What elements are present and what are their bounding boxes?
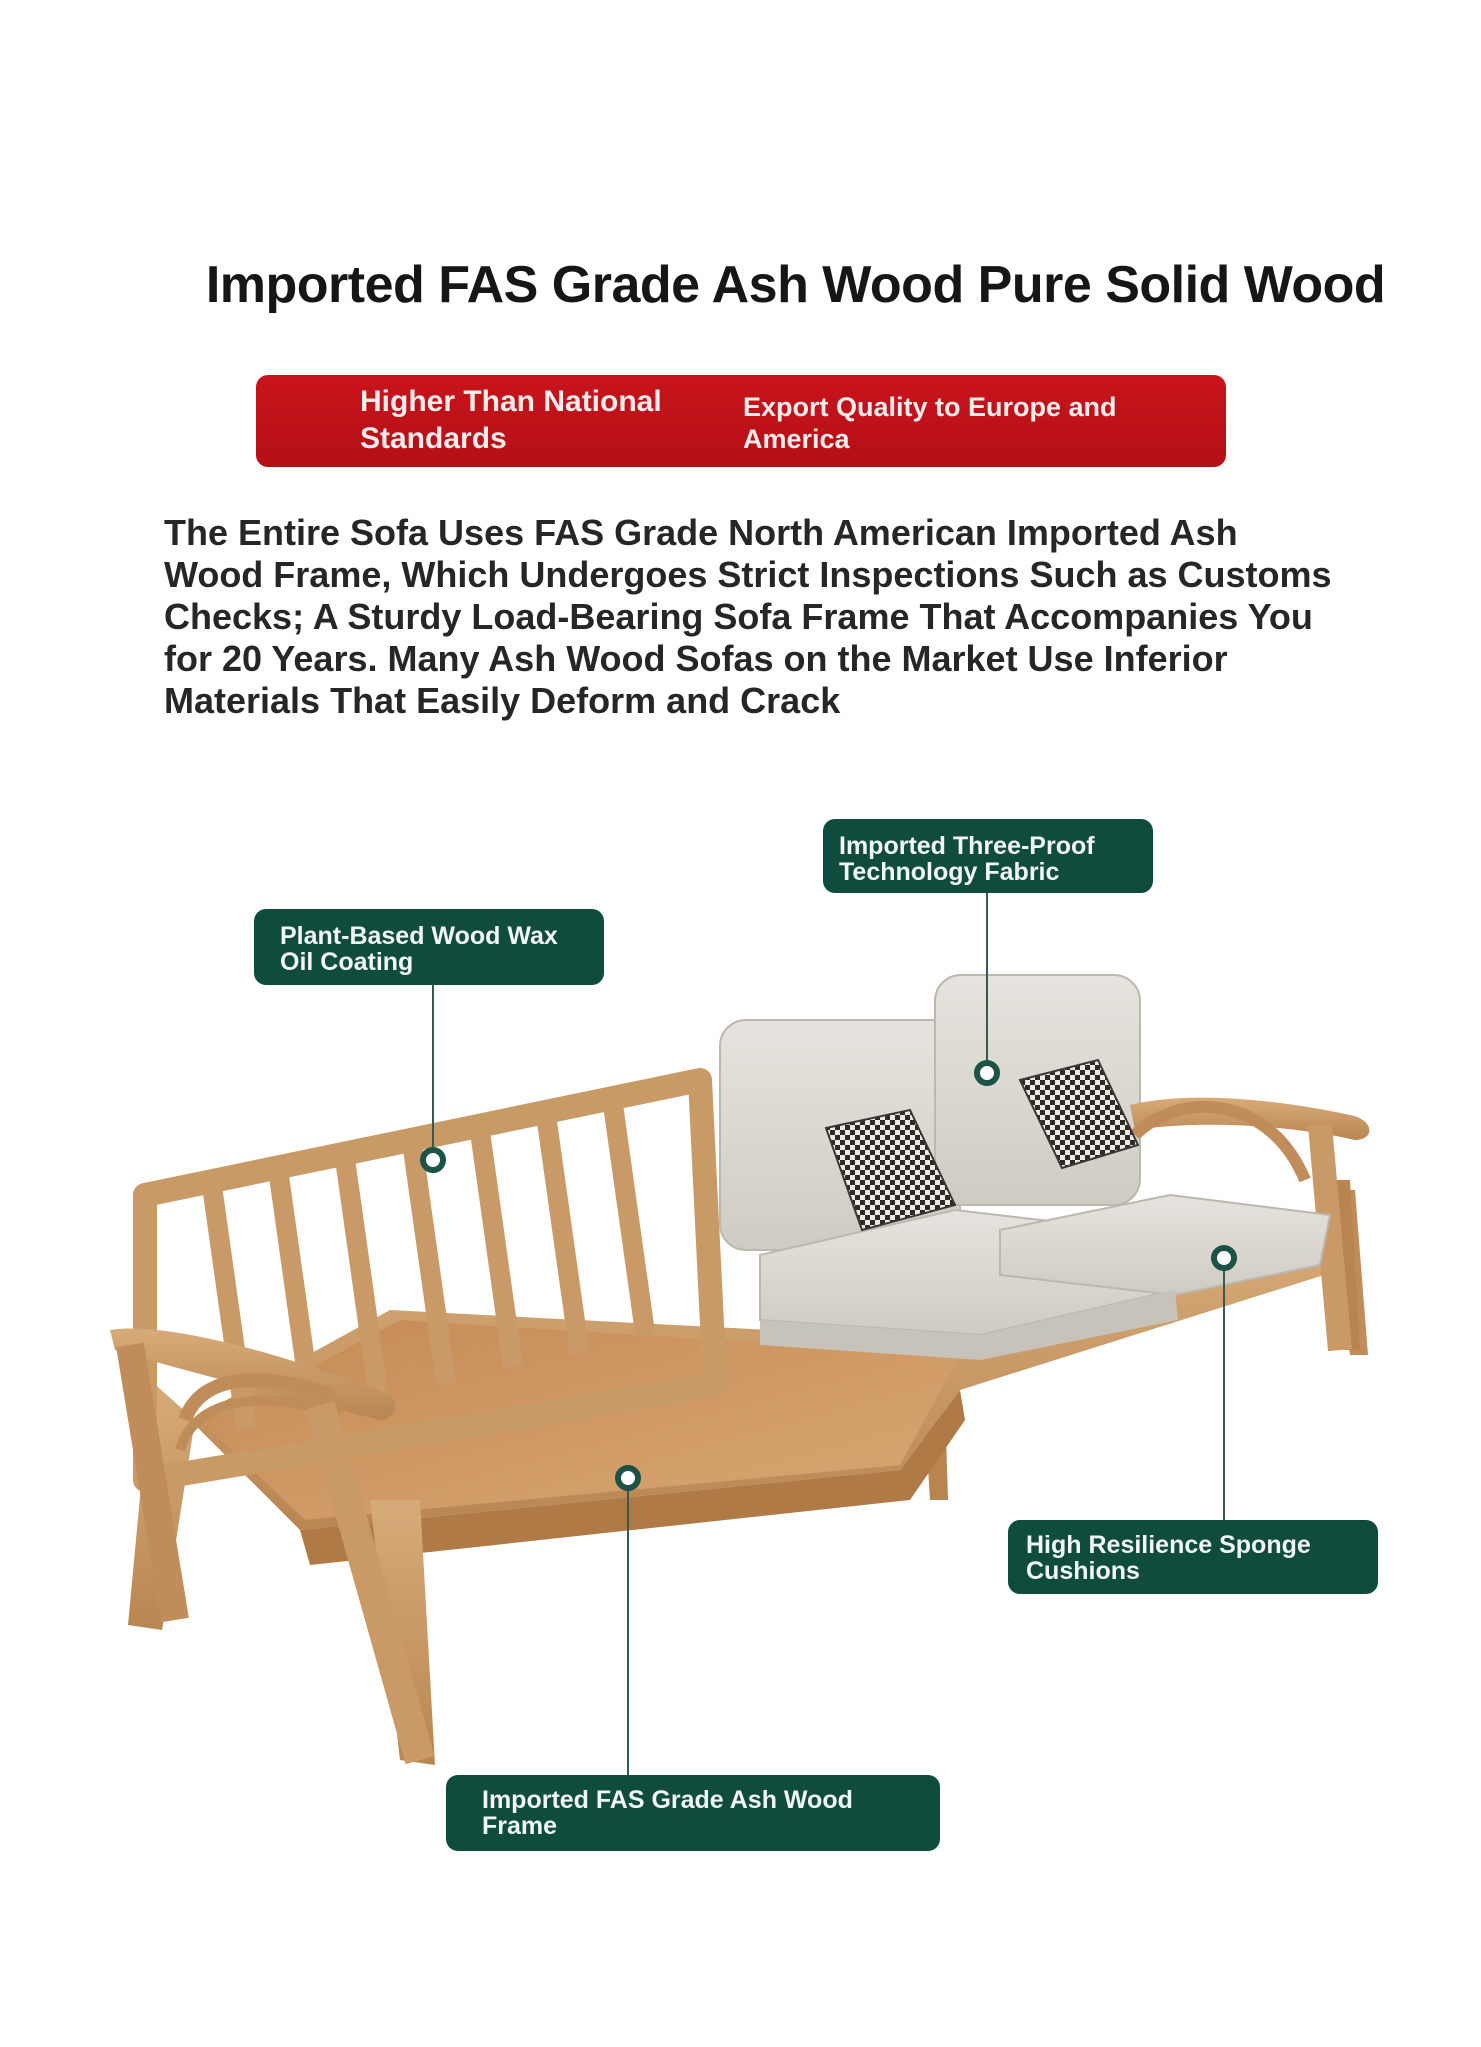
callout-fabric: [823, 819, 1153, 893]
product-description: The Entire Sofa Uses FAS Grade North American Imported Ash Wood Frame, Which Undergoes Strict Inspections Such as Customs Checks; A Sturdy Load-Bearing Sofa Frame That Accompanies You for 20 Years. Many Ash Wood Sofas on the Market Use Inferior Materials That Easily Deform and Crack: [164, 512, 1332, 721]
callout-sponge-text: High Resilience Sponge Cushions: [1026, 1531, 1311, 1585]
banner-export-quality-text: Export Quality to Europe and America: [743, 392, 1117, 454]
callout-sponge: [1008, 1520, 1378, 1594]
banner-national-standards-text: Higher Than National Standards: [360, 385, 662, 455]
callout-frame: [446, 1775, 940, 1851]
callout-fabric-text: Imported Three-Proof Technology Fabric: [839, 832, 1095, 886]
callout-coating: [254, 909, 604, 985]
callout-coating-text: Plant-Based Wood Wax Oil Coating: [280, 922, 558, 976]
page-title: Imported FAS Grade Ash Wood Pure Solid Wood: [205, 256, 1386, 314]
callout-frame-text: Imported FAS Grade Ash Wood Frame: [482, 1786, 853, 1840]
